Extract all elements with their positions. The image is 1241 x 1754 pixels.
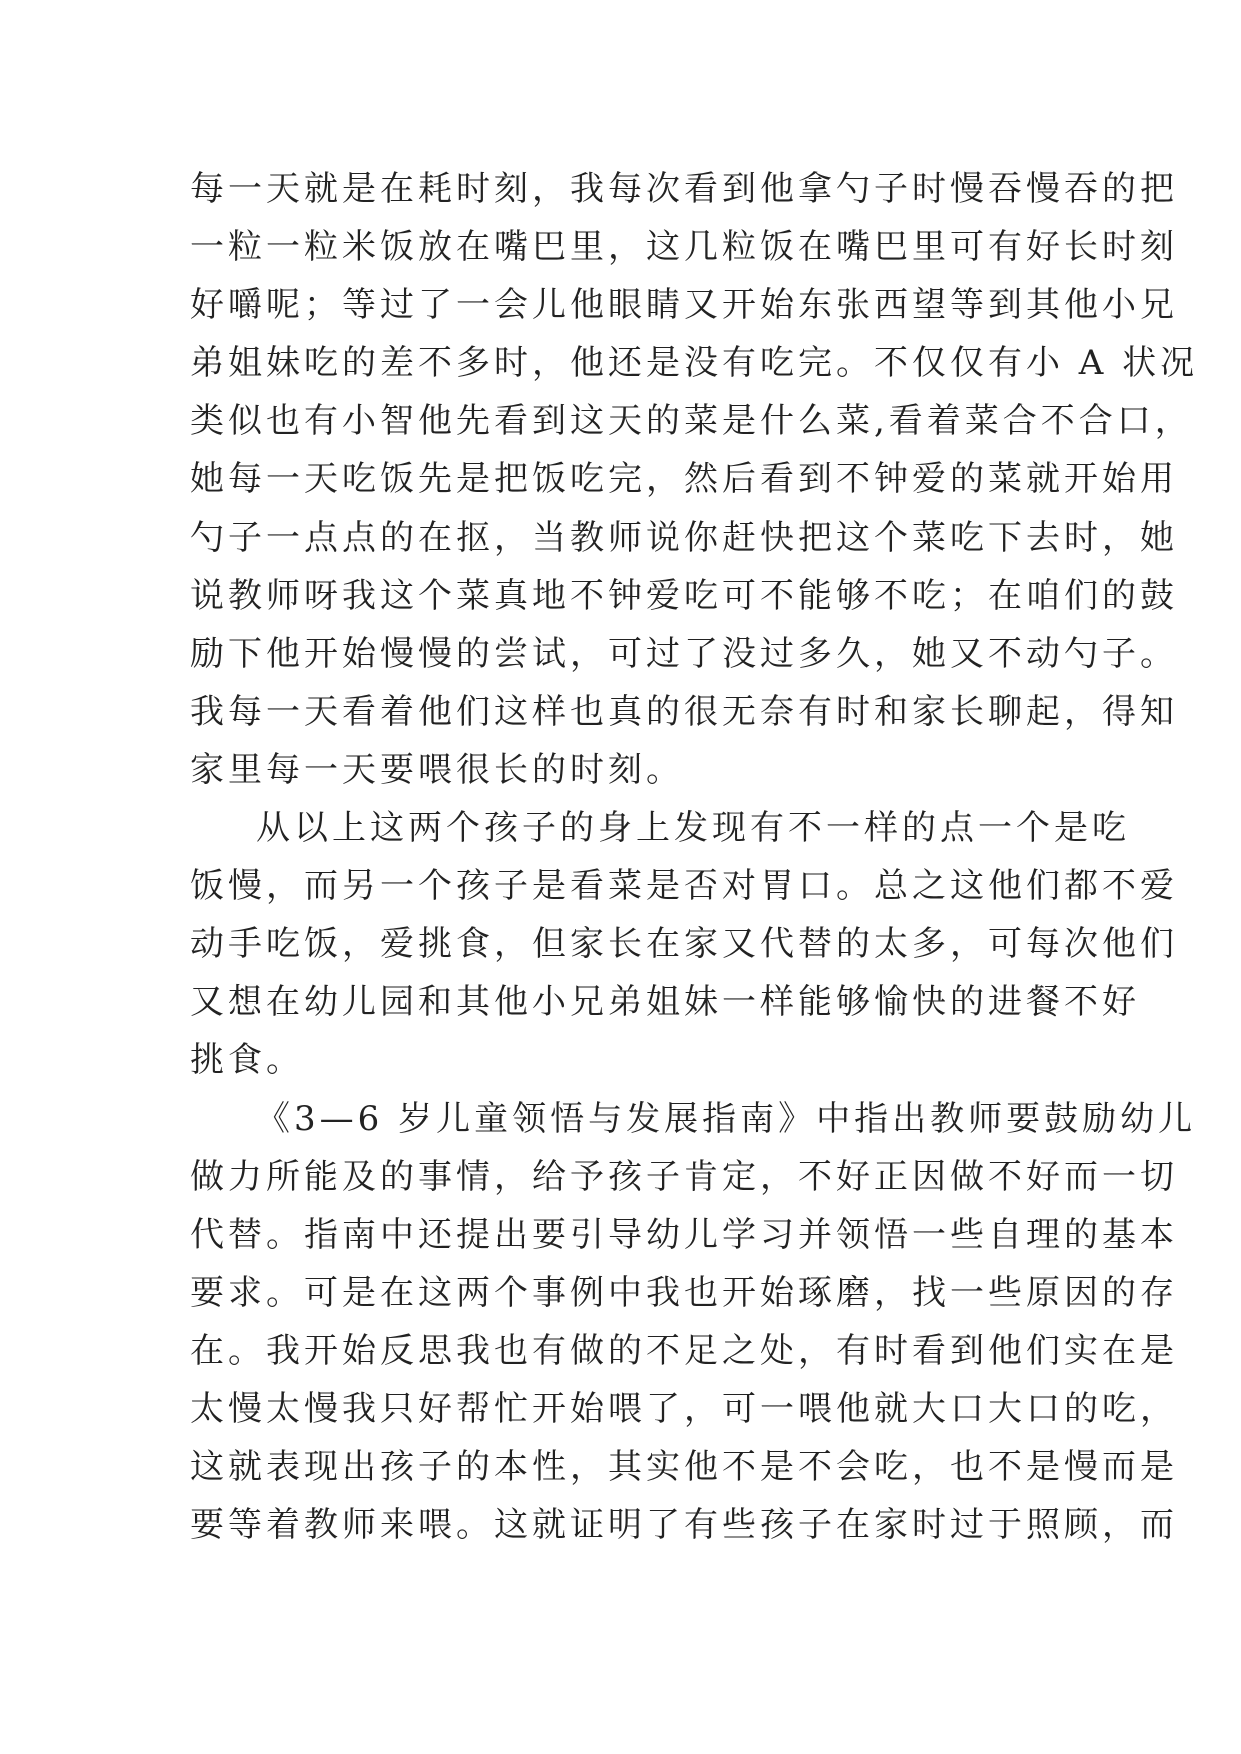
paragraph-2: [190, 799, 1178, 1089]
text-line: 我每一天看着他们这样也真的很无奈有时和家长聊起，得知: [190, 691, 1178, 732]
text-line: 类似也有小智他先看到这天的菜是什么菜,看着菜合不合口，: [190, 401, 1193, 442]
text-line: 饭慢，而另一个孩子是看菜是否对胃口。总之这他们都不爱: [190, 866, 1178, 907]
paragraph-3: [190, 1090, 1197, 1555]
text-line: 好嚼呢；等过了一会儿他眼睛又开始东张西望等到其他小兄: [190, 285, 1178, 326]
text-line: 挑食。: [190, 1040, 304, 1081]
text-line: 一粒一粒米饭放在嘴巴里，这几粒饭在嘴巴里可有好长时刻: [190, 227, 1178, 268]
paragraph-1: [190, 160, 1199, 799]
text-line: 这就表现出孩子的本性，其实他不是不会吃，也不是慢而是: [190, 1447, 1178, 1488]
text-line: 勺子一点点的在抠，当教师说你赶快把这个菜吃下去时，她: [190, 517, 1178, 558]
text-line: 做力所能及的事情，给予孩子肯定，不好正因做不好而一切: [190, 1156, 1178, 1197]
text-line: 她每一天吃饭先是把饭吃完，然后看到不钟爱的菜就开始用: [190, 459, 1178, 500]
document-body: [190, 160, 1199, 1554]
text-line: 弟姐妹吃的差不多时，他还是没有吃完。不仅仅有小 A 状况: [190, 343, 1199, 384]
text-line: 从以上这两个孩子的身上发现有不一样的点一个是吃: [256, 808, 1130, 849]
text-line: 要等着教师来喂。这就证明了有些孩子在家时过于照顾，而: [190, 1505, 1178, 1546]
text-line: 《3—6 岁儿童领悟与发展指南》中指出教师要鼓励幼儿: [256, 1098, 1197, 1139]
text-line: 代替。指南中还提出要引导幼儿学习并领悟一些自理的基本: [190, 1214, 1178, 1255]
text-line: 励下他开始慢慢的尝试，可过了没过多久，她又不动勺子。: [190, 633, 1178, 674]
text-line: 太慢太慢我只好帮忙开始喂了，可一喂他就大口大口的吃，: [190, 1388, 1178, 1429]
text-line: 要求。可是在这两个事例中我也开始琢磨，找一些原因的存: [190, 1272, 1178, 1313]
text-line: 又想在幼儿园和其他小兄弟姐妹一样能够愉快的进餐不好: [190, 982, 1140, 1023]
text-line: 动手吃饭，爱挑食，但家长在家又代替的太多，可每次他们: [190, 924, 1178, 965]
text-line: 在。我开始反思我也有做的不足之处，有时看到他们实在是: [190, 1330, 1178, 1371]
text-line: 家里每一天要喂很长的时刻。: [190, 749, 684, 790]
text-line: 说教师呀我这个菜真地不钟爱吃可不能够不吃；在咱们的鼓: [190, 575, 1178, 616]
text-line: 每一天就是在耗时刻，我每次看到他拿勺子时慢吞慢吞的把: [190, 169, 1178, 209]
